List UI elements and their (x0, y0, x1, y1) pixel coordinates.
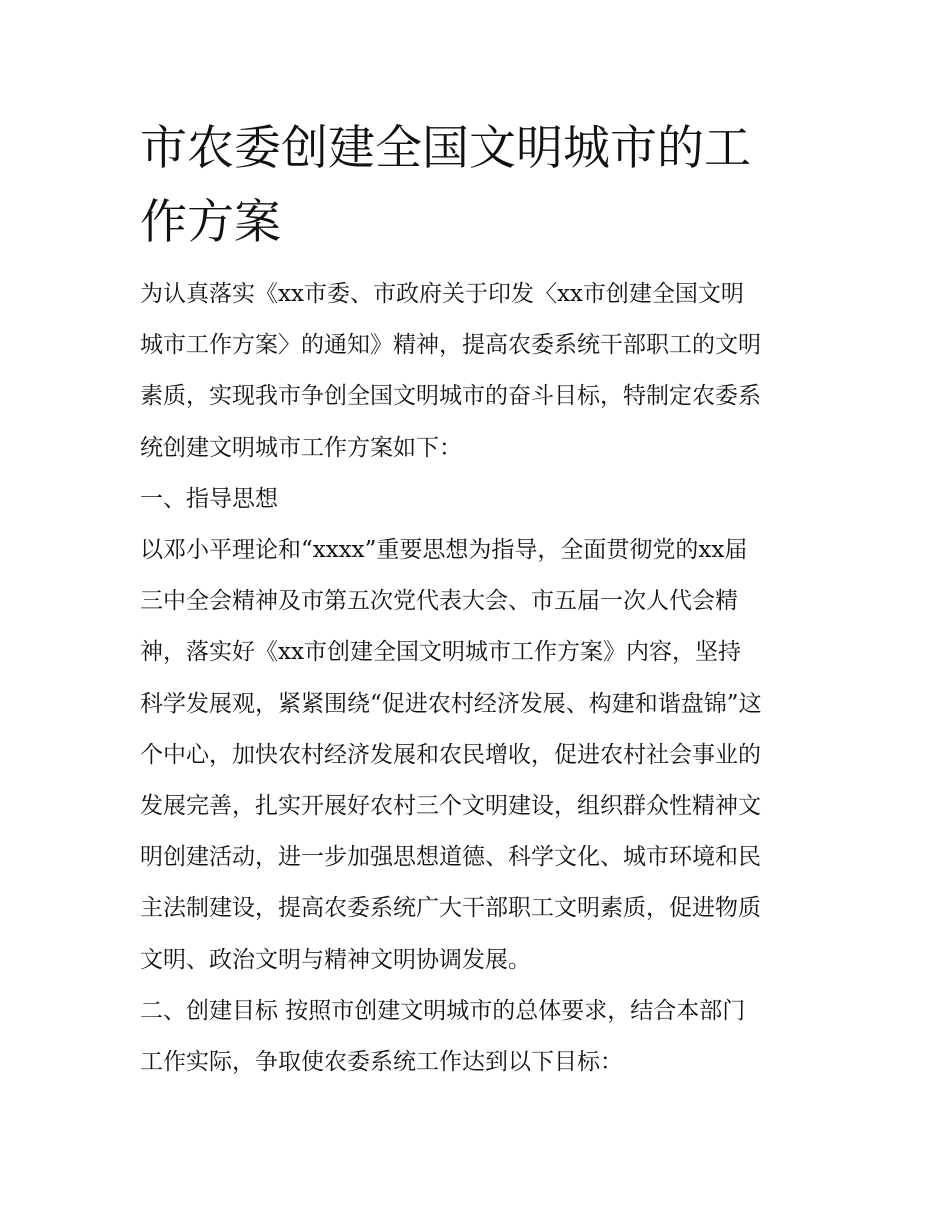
text-line: 神，落实好《xx市创建全国文明城市工作方案》内容，坚持 (140, 639, 741, 666)
text-line: 明创建活动，进一步加强思想道德、科学文化、城市环境和民 (140, 844, 761, 871)
document-title (140, 112, 812, 260)
text-line: 发展完善，扎实开展好农村三个文明建设，组织群众性精神文 (140, 793, 761, 820)
text-line: 个中心，加快农村经济发展和农民增收，促进农村社会事业的 (140, 741, 761, 768)
intro-paragraph (140, 269, 812, 474)
text-line: 素质，实现我市争创全国文明城市的奋斗目标，特制定农委系 (140, 383, 761, 410)
text-line: 为认真落实《xx市委、市政府关于印发〈xx市创建全国文明 (140, 281, 744, 307)
title-line: 作方案 (140, 195, 281, 250)
document-body (140, 112, 812, 1088)
text-line: 以邓小平理论和“xxxx”重要思想为指导，全面贯彻党的xx届 (140, 537, 748, 564)
text-line: 主法制建设，提高农委系统广大干部职工文明素质，促进物质 (140, 895, 761, 922)
text-line: 工作实际，争取使农委系统工作达到以下目标： (140, 1049, 623, 1076)
title-line: 市农委创建全国文明城市的工 (140, 121, 751, 176)
text-line: 二、创建目标 按照市创建文明城市的总体要求，结合本部门 (140, 997, 746, 1024)
section-heading-guiding-ideology (140, 474, 812, 525)
guiding-ideology-paragraph (140, 525, 812, 986)
creation-goals-paragraph (140, 986, 812, 1088)
text-line: 文明、政治文明与精神文明协调发展。 (140, 946, 531, 973)
text-line: 一、指导思想 (140, 485, 278, 512)
text-line: 统创建文明城市工作方案如下： (140, 434, 462, 461)
text-line: 城市工作方案〉的通知》精神，提高农委系统干部职工的文明 (140, 332, 761, 359)
text-line: 三中全会精神及市第五次党代表大会、市五届一次人代会精 (140, 588, 738, 615)
text-line: 科学发展观，紧紧围绕“促进农村经济发展、构建和谐盘锦”这 (140, 690, 762, 717)
